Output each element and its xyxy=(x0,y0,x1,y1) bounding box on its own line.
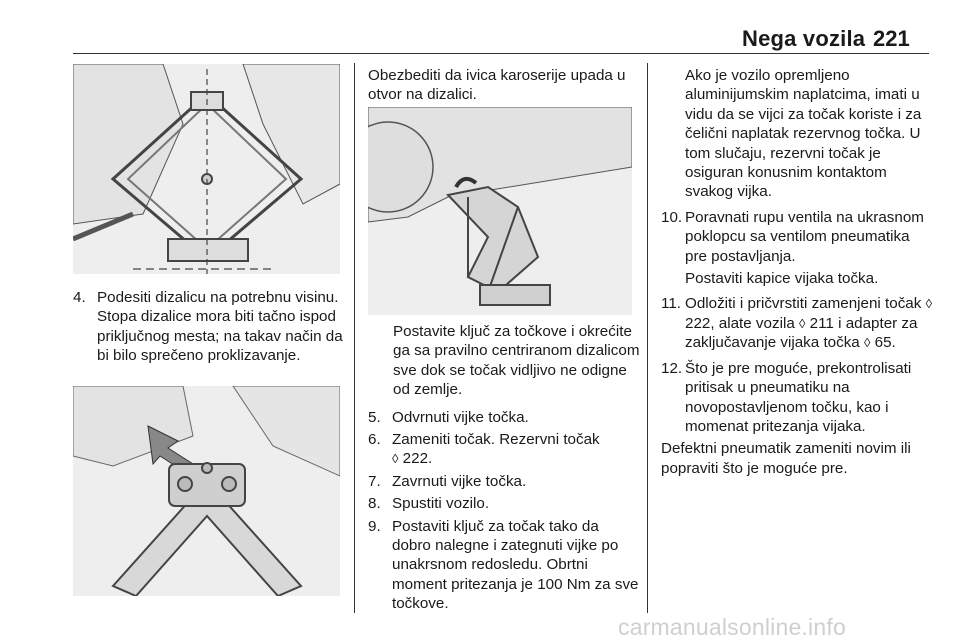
page-reference: 222, alate vozila xyxy=(685,314,795,332)
step-10 xyxy=(661,208,933,266)
step-text: Spustiti vozilo. xyxy=(392,495,490,513)
figure-scissor-jack xyxy=(73,64,340,274)
figure-jack-contact-point xyxy=(73,386,340,596)
step-number: 8. xyxy=(368,495,381,513)
column-divider-1 xyxy=(354,63,355,613)
step-number: 12. xyxy=(661,359,683,377)
step-number: 7. xyxy=(368,472,381,490)
column-1-text xyxy=(73,288,349,369)
step-11 xyxy=(661,294,933,352)
step-text: Zameniti točak. Rezervni točak xyxy=(392,431,600,449)
page-reference: 65. xyxy=(874,334,896,352)
figure-jack-under-body xyxy=(368,107,632,315)
step-text: Odvrnuti vijke točka. xyxy=(392,408,529,426)
step-12 xyxy=(661,359,933,437)
page-number: 221 xyxy=(873,26,910,51)
page-section-title: Nega vozila xyxy=(742,26,866,51)
column-2-intro xyxy=(368,66,636,105)
step-number: 10. xyxy=(661,208,683,226)
site-watermark: carmanualsonline.info xyxy=(618,614,846,640)
step-number: 6. xyxy=(368,431,381,449)
reference-icon: ◊ xyxy=(799,315,806,331)
step-8 xyxy=(368,494,640,513)
alloy-wheel-note: Ako je vozilo opremljeno aluminijumskim naplatcima, imati u vidu da se vijci za točak koriste i za čelični naplatak rezervnog točka. U tom slučaju, rezervni točak je osiguran konusnim kontaktom svakog vijka. xyxy=(685,67,922,201)
step-4 xyxy=(73,288,349,366)
intro-paragraph: Obezbediti da ivica karoserije upada u otvor na dizalici. xyxy=(368,67,626,104)
page-reference: 222. xyxy=(402,450,433,468)
step-text: Zavrnuti vijke točka. xyxy=(392,472,527,490)
step-text: Poravnati rupu ventila na ukrasnom poklopcu sa ventilom pneumatika pre postavljanja. xyxy=(685,208,924,265)
step-10-extra: Postaviti kapice vijaka točka. xyxy=(685,270,879,288)
page-reference: 211 i adapter za zaključavanje vijaka točka xyxy=(685,314,918,352)
final-paragraph: Defektni pneumatik zameniti novim ili popraviti što je moguće pre. xyxy=(661,440,911,477)
reference-icon: ◊ xyxy=(392,451,399,467)
step-text: Što je pre moguće, prekontrolisati pritisak u pneumatiku na novopostavljenom točku, kao i momenat pritezanja vijaka. xyxy=(685,359,912,435)
column-2-text xyxy=(368,322,640,617)
step-9 xyxy=(368,517,640,614)
step-text: Podesiti dizalicu na potrebnu visinu. Stopa dizalice mora biti tačno ispod priključnog mesta; na takav način da bi bilo sprečeno proklizavanje. xyxy=(97,289,343,365)
reference-icon: ◊ xyxy=(925,296,932,312)
step-6 xyxy=(368,430,640,469)
step-number: 5. xyxy=(368,408,381,426)
step-text: Odložiti i pričvrstiti zamenjeni točak xyxy=(685,295,922,313)
step-number: 11. xyxy=(661,295,681,313)
step-text: Postaviti ključ za točak tako da dobro nalegne i zategnuti vijke po unakrsnom redosledu. Obrtni moment pritezanja je 100 Nm za sve točkove. xyxy=(392,517,639,613)
step-5 xyxy=(368,408,640,427)
column-3-text xyxy=(661,66,933,478)
step-number: 4. xyxy=(73,289,86,306)
centering-paragraph: Postavite ključ za točkove i okrećite ga sa pravilno centriranom dizalicom sve dok se točak vidljivo ne odigne od zemlje. xyxy=(393,323,640,399)
header-divider xyxy=(73,53,929,54)
column-divider-2 xyxy=(647,63,648,613)
reference-icon: ◊ xyxy=(863,335,871,351)
step-7 xyxy=(368,472,640,491)
step-number: 9. xyxy=(368,517,381,535)
